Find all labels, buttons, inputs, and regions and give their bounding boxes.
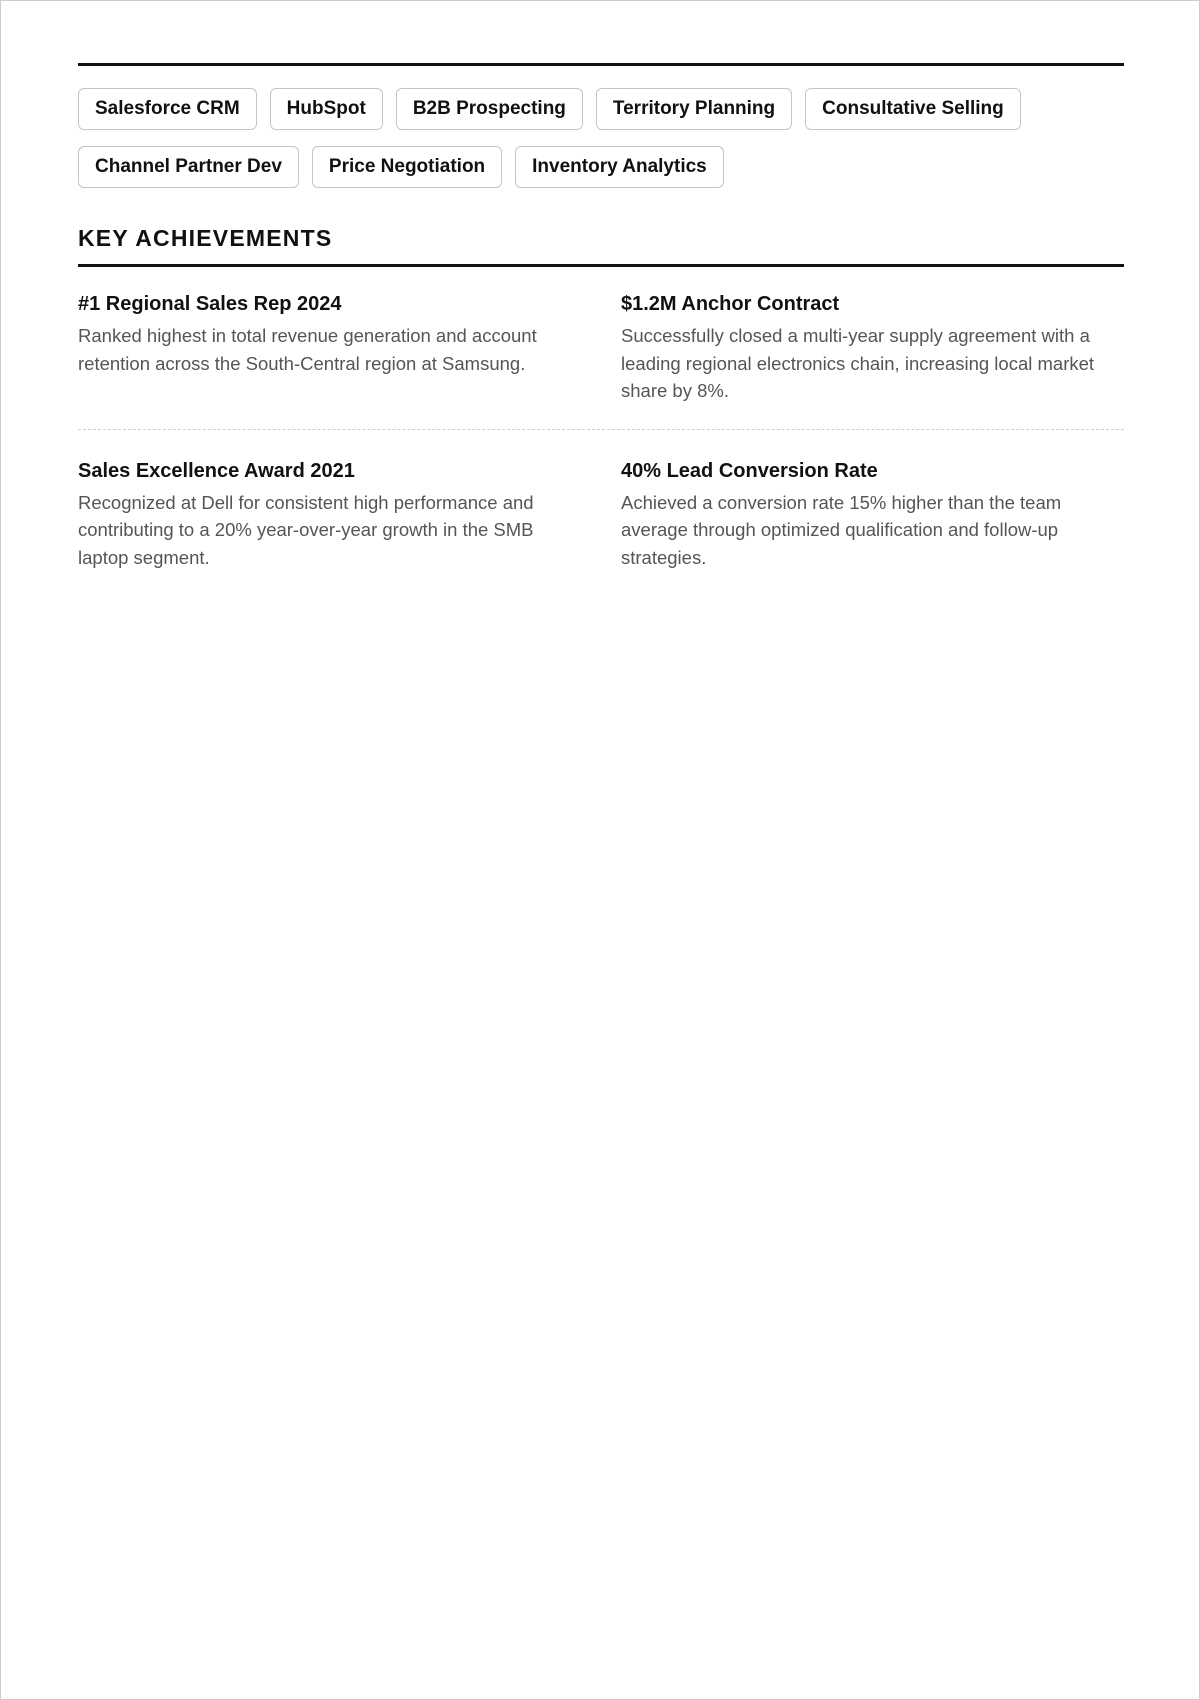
skill-tag: Territory Planning [596, 88, 792, 130]
achievement-item [78, 458, 581, 572]
achievements-divider [78, 264, 1124, 267]
achievement-title: $1.2M Anchor Contract [621, 293, 840, 315]
achievement-description: Achieved a conversion rate 15% higher than the team average through optimized qualification and follow-up strategies. [621, 491, 1062, 568]
skills-tag-list [78, 88, 1124, 188]
achievements-row-separator [78, 429, 1124, 430]
skill-tag: B2B Prospecting [396, 88, 583, 130]
achievement-title: #1 Regional Sales Rep 2024 [78, 293, 342, 315]
skill-tag: Price Negotiation [312, 146, 502, 188]
achievement-title: Sales Excellence Award 2021 [78, 459, 355, 482]
achievements-row [78, 458, 1124, 572]
achievements-grid [78, 291, 1124, 571]
achievement-description: Ranked highest in total revenue generation and account retention across the South-Central region at Samsung. [78, 325, 537, 374]
achievement-item [621, 458, 1124, 572]
skill-tag: Consultative Selling [805, 88, 1021, 130]
achievement-title: 40% Lead Conversion Rate [621, 459, 878, 482]
skill-tag: HubSpot [270, 88, 383, 130]
skill-tag: Salesforce CRM [78, 88, 257, 130]
achievement-description: Successfully closed a multi-year supply agreement with a leading regional electronics chain, increasing local market share by 8%. [621, 325, 1095, 401]
achievement-description: Recognized at Dell for consistent high performance and contributing to a 20% year-over-year growth in the SMB laptop segment. [78, 491, 534, 568]
resume-content [78, 63, 1124, 571]
skills-top-divider [78, 63, 1124, 66]
skill-tag: Inventory Analytics [515, 146, 724, 188]
achievement-item [78, 291, 581, 405]
achievement-item [621, 291, 1124, 405]
skill-tag: Channel Partner Dev [78, 146, 299, 188]
key-achievements-heading: KEY ACHIEVEMENTS [78, 225, 333, 251]
achievements-row [78, 291, 1124, 405]
